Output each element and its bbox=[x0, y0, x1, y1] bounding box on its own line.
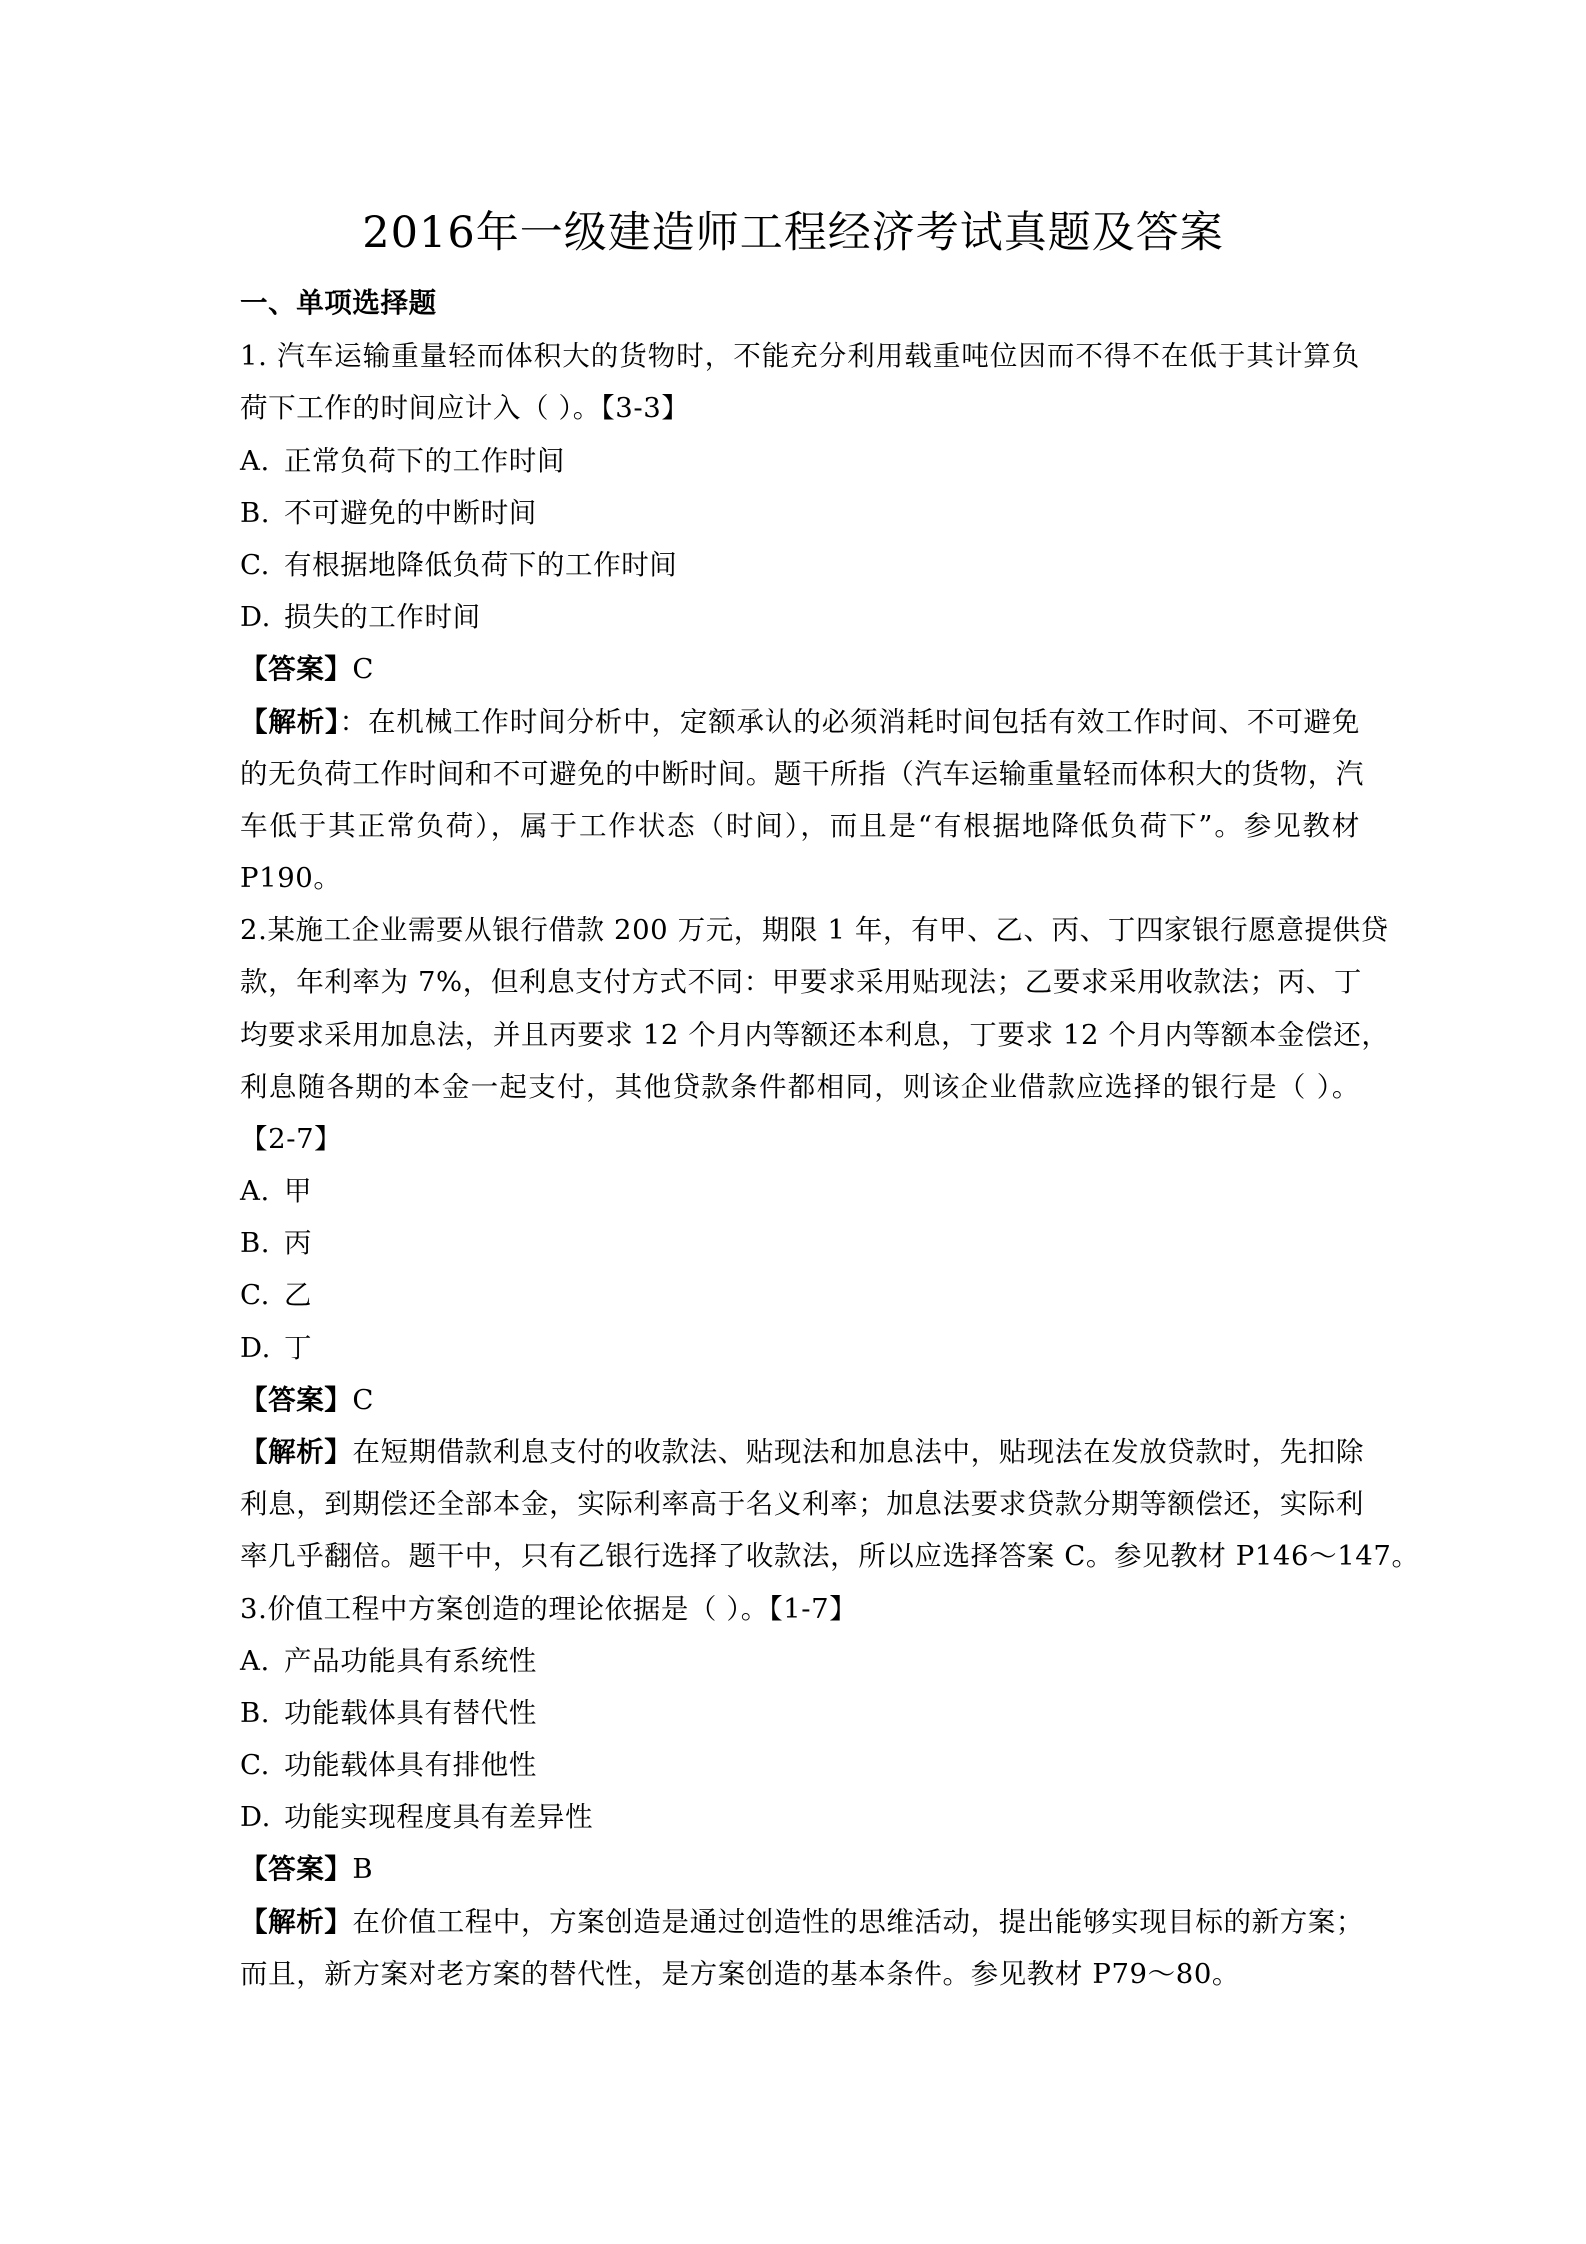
q1-option-b-text: 不可避免的中断时间 bbox=[284, 497, 537, 529]
q2-analysis-line-2: 利息，到期偿还全部本金，实际利率高于名义利率；加息法要求贷款分期等额偿还，实际利 bbox=[240, 1488, 1364, 1520]
q2-answer-value: C bbox=[352, 1384, 375, 1416]
q2-option-d-key: D. bbox=[240, 1332, 272, 1364]
q3-option-a-key: A. bbox=[240, 1645, 270, 1677]
q1-option-a bbox=[240, 441, 1360, 481]
q2-option-b bbox=[240, 1223, 1360, 1263]
q2-option-a-key: A. bbox=[240, 1175, 270, 1207]
q2-option-b-text: 丙 bbox=[284, 1227, 313, 1259]
q1-stem-line-1: 1. 汽车运输重量轻而体积大的货物时，不能充分利用载重吨位因而不得不在低于其计算负 bbox=[240, 340, 1360, 372]
q2-option-c-key: C. bbox=[240, 1279, 271, 1311]
q2-stem-line-2: 款，年利率为 7%，但利息支付方式不同：甲要求采用贴现法；乙要求采用收款法；丙、丁 bbox=[240, 966, 1362, 998]
q3-option-d-text: 功能实现程度具有差异性 bbox=[284, 1801, 594, 1833]
q2-option-a-text: 甲 bbox=[284, 1175, 313, 1207]
q1-analysis-label: 【解析】 bbox=[240, 706, 340, 738]
q3-analysis-label: 【解析】 bbox=[240, 1906, 353, 1938]
q3-option-b-key: B. bbox=[240, 1697, 271, 1729]
q3-answer-label: 【答案】 bbox=[240, 1853, 353, 1885]
q2-option-d-text: 丁 bbox=[284, 1332, 313, 1364]
q3-option-c bbox=[240, 1745, 1360, 1785]
q2-answer bbox=[240, 1380, 1360, 1420]
q2-option-c bbox=[240, 1275, 1360, 1315]
q1-analysis-line-4: P190。 bbox=[240, 862, 342, 894]
q1-stem-line-2: 荷下工作的时间应计入（ ）。【3-3】 bbox=[240, 392, 690, 424]
section-heading: 一、单项选择题 bbox=[240, 287, 437, 319]
q1-option-c-key: C. bbox=[240, 549, 271, 581]
q3-analysis-line-2: 而且，新方案对老方案的替代性，是方案创造的基本条件。参见教材 P79～80。 bbox=[240, 1958, 1241, 1990]
q3-option-a bbox=[240, 1641, 1360, 1681]
q1-answer-label: 【答案】 bbox=[240, 653, 353, 685]
q2-analysis-line-1 bbox=[240, 1432, 1365, 1472]
q3-option-c-text: 功能载体具有排他性 bbox=[284, 1749, 537, 1781]
q2-option-c-text: 乙 bbox=[284, 1279, 313, 1311]
q3-option-c-key: C. bbox=[240, 1749, 271, 1781]
q2-analysis-label: 【解析】 bbox=[240, 1436, 353, 1468]
q2-option-d bbox=[240, 1328, 1360, 1368]
q2-stem-line-3: 均要求采用加息法，并且丙要求 12 个月内等额还本利息，丁要求 12 个月内等额本金偿还， bbox=[240, 1019, 1390, 1051]
q1-analysis-line-3: 车低于其正常负荷），属于工作状态（时间），而且是“有根据地降低负荷下”。参见教材 bbox=[240, 810, 1360, 842]
q1-option-c-text: 有根据地降低负荷下的工作时间 bbox=[284, 549, 678, 581]
q2-analysis-text-1: 在短期借款利息支付的收款法、贴现法和加息法中，贴现法在发放贷款时，先扣除 bbox=[352, 1436, 1365, 1468]
q2-option-b-key: B. bbox=[240, 1227, 271, 1259]
q1-option-b bbox=[240, 493, 1360, 533]
q1-analysis-text-1: ：在机械工作时间分析中，定额承认的必须消耗时间包括有效工作时间、不可避免 bbox=[339, 706, 1360, 738]
q3-analysis-text-1: 在价值工程中，方案创造是通过创造性的思维活动，提出能够实现目标的新方案； bbox=[352, 1906, 1365, 1938]
q2-option-a bbox=[240, 1171, 1360, 1211]
q1-option-d-text: 损失的工作时间 bbox=[284, 601, 481, 633]
q3-option-b-text: 功能载体具有替代性 bbox=[284, 1697, 537, 1729]
q3-option-a-text: 产品功能具有系统性 bbox=[284, 1645, 537, 1677]
q1-answer-value: C bbox=[352, 653, 375, 685]
q3-analysis-line-1 bbox=[240, 1902, 1365, 1942]
q2-answer-label: 【答案】 bbox=[240, 1384, 353, 1416]
q2-stem-line-5: 【2-7】 bbox=[240, 1123, 343, 1155]
q1-option-a-text: 正常负荷下的工作时间 bbox=[284, 445, 565, 477]
q1-answer bbox=[240, 649, 1360, 689]
q1-option-d bbox=[240, 597, 1360, 637]
q1-option-b-key: B. bbox=[240, 497, 271, 529]
q1-option-c bbox=[240, 545, 1360, 585]
q2-stem-line-4: 利息随各期的本金一起支付，其他贷款条件都相同，则该企业借款应选择的银行是（ ）。 bbox=[240, 1071, 1360, 1103]
q3-option-d bbox=[240, 1797, 1360, 1837]
q3-answer bbox=[240, 1849, 1360, 1889]
q1-option-a-key: A. bbox=[240, 445, 270, 477]
q3-option-b bbox=[240, 1693, 1360, 1733]
document-title: 2016年一级建造师工程经济考试真题及答案 bbox=[362, 208, 1224, 258]
q2-analysis-line-3: 率几乎翻倍。题干中，只有乙银行选择了收款法，所以应选择答案 C。参见教材 P146～147。 bbox=[240, 1540, 1420, 1572]
q3-option-d-key: D. bbox=[240, 1801, 272, 1833]
q2-stem-line-1: 2.某施工企业需要从银行借款 200 万元，期限 1 年，有甲、乙、丙、丁四家银行愿意提供贷 bbox=[240, 914, 1389, 946]
q1-analysis-line-2: 的无负荷工作时间和不可避免的中断时间。题干所指（汽车运输重量轻而体积大的货物，汽 bbox=[240, 758, 1364, 790]
q1-analysis-line-1 bbox=[240, 702, 1360, 742]
q3-stem-line-1: 3.价值工程中方案创造的理论依据是（ ）。【1-7】 bbox=[240, 1593, 858, 1625]
q3-answer-value: B bbox=[352, 1853, 374, 1885]
q1-option-d-key: D. bbox=[240, 601, 272, 633]
